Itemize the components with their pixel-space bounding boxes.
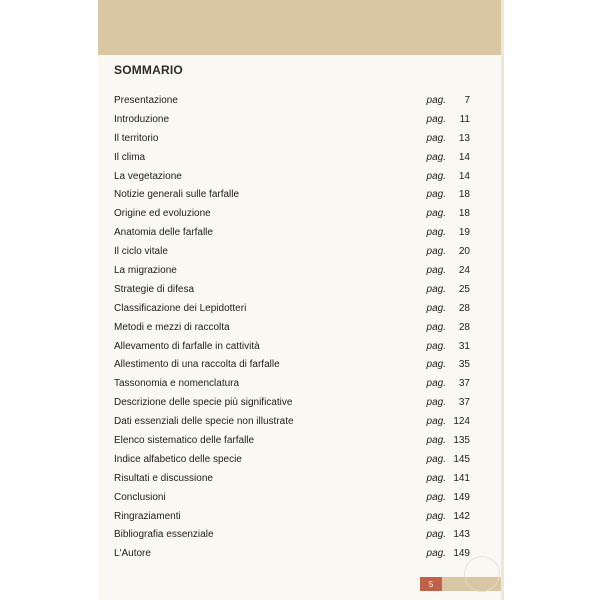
- toc-entry: [114, 450, 470, 469]
- toc-entry-title: Allestimento di una raccolta di farfalle: [114, 359, 280, 371]
- toc-entry-pag: pag.: [426, 453, 446, 465]
- toc-entry-pag: pag.: [426, 302, 446, 314]
- toc-entry-title: Presentazione: [114, 94, 178, 106]
- toc-entry-pag: pag.: [426, 189, 446, 201]
- toc-entry-title: Metodi e mezzi di raccolta: [114, 321, 230, 333]
- toc-entry: [114, 469, 470, 488]
- toc-entry-page: 25: [458, 283, 470, 295]
- toc-entry-page: 13: [458, 132, 470, 144]
- toc-entry-title: Origine ed evoluzione: [114, 208, 211, 220]
- toc-entry-title: Indice alfabetico delle specie: [114, 453, 242, 465]
- toc-entry-page: 143: [453, 529, 470, 541]
- toc-entry-page: 145: [453, 453, 470, 465]
- toc-entry-page: 142: [453, 510, 470, 522]
- toc-entry-title: Il territorio: [114, 132, 159, 144]
- toc-entry-pag: pag.: [426, 529, 446, 541]
- toc-entry: [114, 393, 470, 412]
- toc-entry-title: Tassonomia e nomenclatura: [114, 378, 240, 390]
- toc-entry: [114, 110, 470, 129]
- toc-entry: [114, 412, 470, 431]
- toc-entry: [114, 318, 470, 337]
- toc-entry-pag: pag.: [426, 491, 446, 503]
- toc-entry-pag: pag.: [426, 113, 446, 125]
- toc-entry: [114, 148, 470, 167]
- toc-entry-page: 141: [453, 472, 470, 484]
- toc-entry-pag: pag.: [426, 434, 446, 446]
- toc-entry-title: Il clima: [114, 151, 146, 163]
- toc-entry-title: Notizie generali sulle farfalle: [114, 189, 240, 201]
- toc-entry-pag: pag.: [426, 264, 446, 276]
- toc-entry-pag: pag.: [426, 208, 446, 220]
- toc-entry-pag: pag.: [426, 321, 446, 333]
- toc-entry-page: 28: [458, 321, 470, 333]
- toc-entry-title: Elenco sistematico delle farfalle: [114, 434, 255, 446]
- toc-entry-page: 24: [458, 264, 470, 276]
- toc-entry: [114, 544, 470, 563]
- toc-entry-page: 14: [458, 151, 470, 163]
- toc-entry-title: Classificazione dei Lepidotteri: [114, 302, 247, 314]
- toc-entry-page: 35: [458, 359, 470, 371]
- toc-entry: [114, 261, 470, 280]
- page-edge: [501, 0, 504, 600]
- toc-entry-pag: pag.: [426, 132, 446, 144]
- toc-entry: [114, 204, 470, 223]
- toc-entry: [114, 299, 470, 318]
- toc-entry-page: 18: [458, 189, 470, 201]
- toc-entry-pag: pag.: [426, 94, 446, 106]
- toc-entry-page: 14: [458, 170, 470, 182]
- toc-entry: [114, 242, 470, 261]
- toc-entry: [114, 223, 470, 242]
- toc-entry-pag: pag.: [426, 359, 446, 371]
- toc-entry-title: Descrizione delle specie più significative: [114, 397, 293, 409]
- toc-entry-pag: pag.: [426, 246, 446, 258]
- toc-entry-title: L'Autore: [114, 548, 151, 560]
- toc-entry-title: La vegetazione: [114, 170, 182, 182]
- toc-entry-page: 28: [458, 302, 470, 314]
- toc-entry-title: Allevamento di farfalle in cattività: [114, 340, 260, 352]
- toc-entry: [114, 374, 470, 393]
- toc-entry-page: 37: [458, 378, 470, 390]
- toc-entry-pag: pag.: [426, 340, 446, 352]
- toc-entry-title: Il ciclo vitale: [114, 246, 168, 258]
- toc-entry-title: La migrazione: [114, 264, 177, 276]
- toc-entry-page: 18: [458, 208, 470, 220]
- toc-entry-page: 149: [453, 548, 470, 560]
- toc-entry-title: Strategie di difesa: [114, 283, 195, 295]
- toc-entry-title: Ringraziamenti: [114, 510, 181, 522]
- toc-entry-pag: pag.: [426, 397, 446, 409]
- seal-watermark: [464, 556, 500, 592]
- toc-entry-pag: pag.: [426, 416, 446, 428]
- toc-entry-pag: pag.: [426, 170, 446, 182]
- toc-entry-page: 124: [453, 416, 470, 428]
- toc-entry-pag: pag.: [426, 151, 446, 163]
- toc-entry-page: 19: [458, 227, 470, 239]
- toc-entry-page: 135: [453, 434, 470, 446]
- toc-entry-page: 11: [459, 113, 470, 125]
- toc-entry-pag: pag.: [426, 510, 446, 522]
- toc-entry-title: Bibliografia essenziale: [114, 529, 214, 541]
- toc-entry: [114, 280, 470, 299]
- toc-entry-title: Introduzione: [114, 113, 170, 125]
- toc-entry-title: Conclusioni: [114, 491, 166, 503]
- toc-entry-pag: pag.: [426, 227, 446, 239]
- toc-entry-page: 149: [453, 491, 470, 503]
- toc-entry-page: 7: [464, 94, 470, 106]
- toc-entry-page: 20: [458, 246, 470, 258]
- toc-entry: [114, 488, 470, 507]
- toc-entry: [114, 431, 470, 450]
- toc-entry: [114, 129, 470, 148]
- toc-entry-title: Risultati e discussione: [114, 472, 213, 484]
- toc-entry-title: Dati essenziali delle specie non illustrate: [114, 416, 294, 428]
- book-page: [98, 0, 504, 600]
- toc-entry: [114, 91, 470, 110]
- page-number: 5: [420, 577, 442, 591]
- page-title: SOMMARIO: [114, 63, 183, 77]
- toc-entry: [114, 355, 470, 374]
- toc-entry: [114, 167, 470, 186]
- toc-entry-title: Anatomia delle farfalle: [114, 227, 213, 239]
- table-of-contents: [114, 91, 470, 563]
- toc-entry: [114, 525, 470, 544]
- toc-entry: [114, 185, 470, 204]
- toc-entry-page: 37: [458, 397, 470, 409]
- toc-entry-pag: pag.: [426, 378, 446, 390]
- toc-entry-pag: pag.: [426, 472, 446, 484]
- toc-entry-page: 31: [458, 340, 470, 352]
- toc-entry-pag: pag.: [426, 283, 446, 295]
- header-band: [98, 0, 504, 55]
- toc-entry: [114, 507, 470, 526]
- toc-entry-pag: pag.: [426, 548, 446, 560]
- toc-entry: [114, 337, 470, 356]
